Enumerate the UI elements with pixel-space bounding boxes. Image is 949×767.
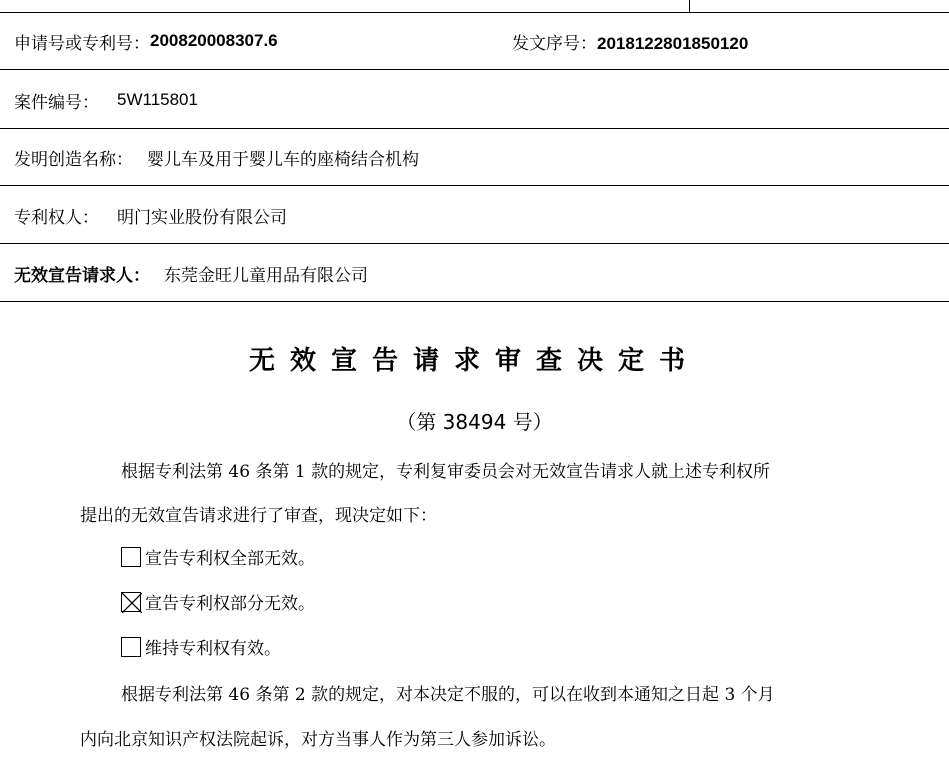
checkbox-checked-icon <box>121 592 141 612</box>
patentee-label: 专利权人： <box>14 207 99 228</box>
document-number: （第 38494 号） <box>396 410 553 434</box>
option-invalidate-partial <box>121 589 315 614</box>
application-number-label: 申请号或专利号： <box>14 33 150 54</box>
option-maintain-valid <box>121 634 281 659</box>
checkbox-empty-icon <box>121 547 141 567</box>
serial-number-value: 2018122801850120 <box>597 33 749 53</box>
application-number-row <box>0 13 949 70</box>
option-maintain-valid-label: 维持专利权有效。 <box>145 639 281 659</box>
case-number-label: 案件编号： <box>14 92 99 113</box>
requester-value: 东莞金旺儿童用品有限公司 <box>164 265 368 286</box>
document-title: 无效宣告请求审查决定书 <box>248 346 700 376</box>
serial-number-label: 发文序号： <box>512 33 597 54</box>
invention-name-row <box>0 129 949 186</box>
case-number-value: 5W115801 <box>117 90 198 109</box>
top-border <box>0 0 949 13</box>
paragraph-2-line-1: 根据专利法第 46 条第 2 款的规定，对本决定不服的，可以在收到本通知之日起 3 个月 <box>121 685 775 705</box>
application-number-value: 200820008307.6 <box>150 31 278 50</box>
paragraph-1-line-2: 提出的无效宣告请求进行了审查，现决定如下： <box>80 506 437 526</box>
option-invalidate-all-label: 宣告专利权全部无效。 <box>145 549 315 569</box>
top-border-divider <box>689 0 690 12</box>
patentee-row <box>0 187 949 244</box>
requester-label: 无效宣告请求人： <box>14 265 150 286</box>
paragraph-2-line-2: 内向北京知识产权法院起诉，对方当事人作为第三人参加诉讼。 <box>80 730 556 750</box>
option-invalidate-partial-label: 宣告专利权部分无效。 <box>145 594 315 614</box>
invention-name-value: 婴儿车及用于婴儿车的座椅结合机构 <box>147 149 419 170</box>
invention-name-label: 发明创造名称： <box>14 149 133 170</box>
patentee-value: 明门实业股份有限公司 <box>117 207 287 228</box>
checkbox-empty-icon <box>121 637 141 657</box>
requester-row <box>0 245 949 302</box>
option-invalidate-all <box>121 544 315 569</box>
paragraph-1-line-1: 根据专利法第 46 条第 1 款的规定，专利复审委员会对无效宣告请求人就上述专利权所 <box>121 462 771 482</box>
case-number-row <box>0 72 949 129</box>
